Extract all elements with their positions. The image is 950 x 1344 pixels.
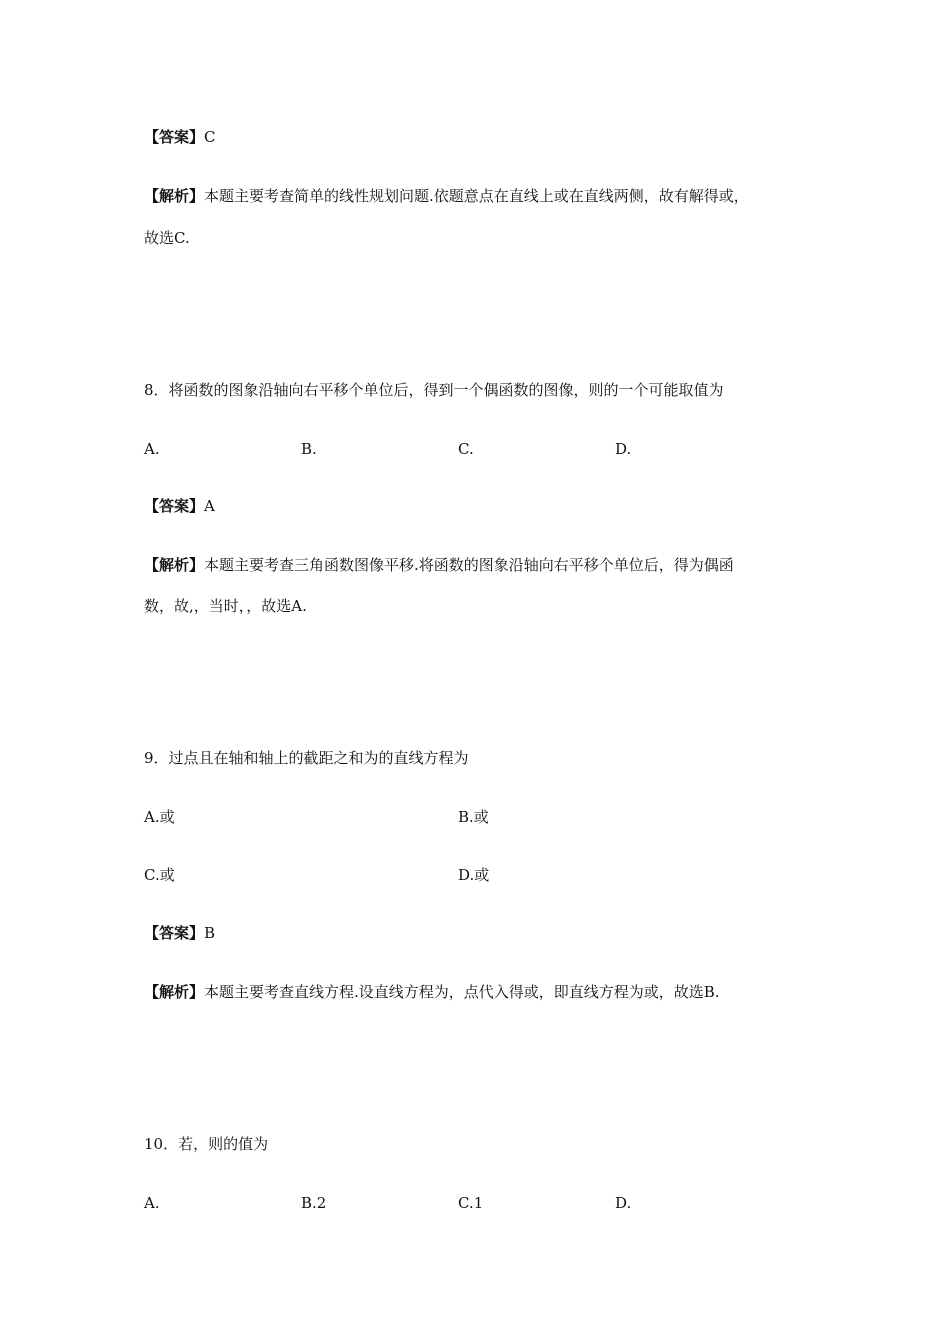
q8-answer [144,496,215,516]
q9-stem: 9．过点且在轴和轴上的截距之和为的直线方程为 [144,749,469,767]
analysis-text: 本题主要考查简单的线性规划问题.依题意点在直线上或在直线两侧，故有解得或， [204,187,749,205]
q8-option-c: C. [458,440,474,458]
q10-option-b: B.2 [301,1194,327,1212]
q9-option-a: A.或 [144,808,175,826]
analysis-text: 本题主要考查三角函数图像平移.将函数的图象沿轴向右平移个单位后，得为偶函 [204,556,734,574]
q7-analysis-line2: 故选C. [144,229,190,247]
analysis-text: 本题主要考查直线方程.设直线方程为，点代入得或，即直线方程为或，故选B. [204,983,720,1001]
answer-value: B [204,924,216,942]
answer-label: 【答案】 [144,497,205,515]
q8-stem: 8．将函数的图象沿轴向右平移个单位后，得到一个偶函数的图像，则的一个可能取值为 [144,381,724,399]
q9-option-d: D.或 [458,866,490,884]
q8-option-b: B. [301,440,317,458]
analysis-label: 【解析】 [144,983,205,1001]
analysis-label: 【解析】 [144,556,205,574]
q7-answer [144,127,216,147]
answer-value: C [204,128,216,146]
q9-answer [144,923,215,943]
q7-analysis-line1 [144,186,749,206]
analysis-label: 【解析】 [144,187,205,205]
answer-value: A [204,497,215,515]
answer-label: 【答案】 [144,924,205,942]
q8-option-d: D. [615,440,632,458]
q8-analysis-line2: 数，故,，当时，，故选A. [144,597,307,615]
q9-option-b: B.或 [458,808,489,826]
q8-option-a: A. [144,440,160,458]
q9-option-c: C.或 [144,866,175,884]
q8-analysis-line1 [144,555,734,575]
q10-option-d: D. [615,1194,632,1212]
q10-option-c: C.1 [458,1194,484,1212]
q10-option-a: A. [144,1194,160,1212]
q10-stem: 10．若，则的值为 [144,1135,269,1153]
answer-label: 【答案】 [144,128,205,146]
q9-analysis-line1 [144,982,720,1002]
